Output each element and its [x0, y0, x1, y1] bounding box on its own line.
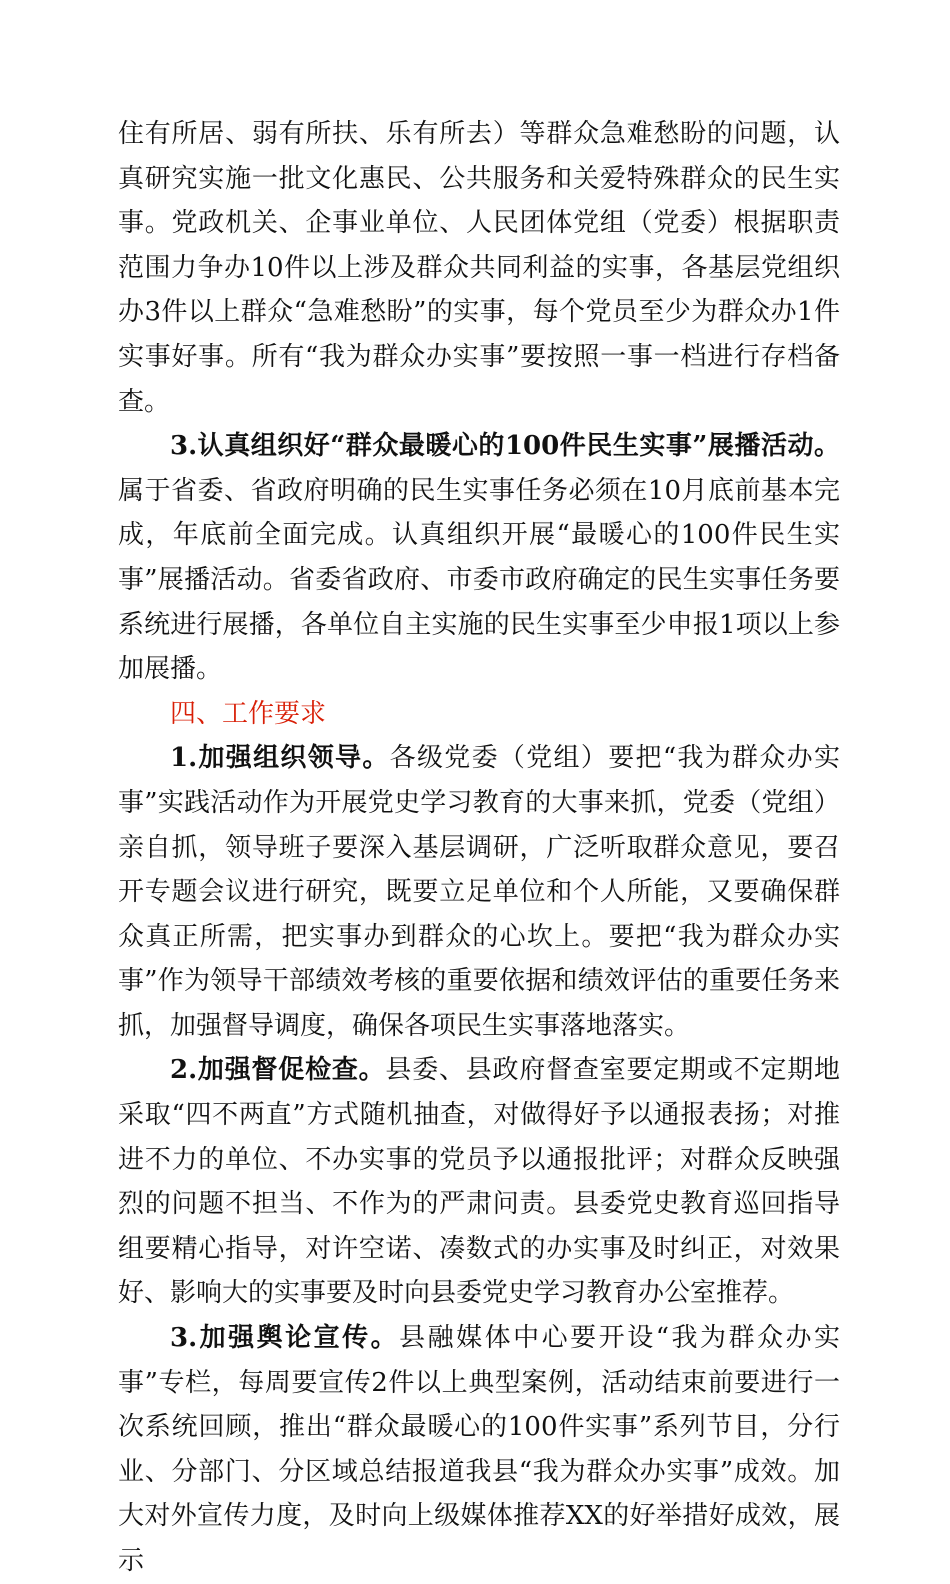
- item-heading-publicity: 3.加强舆论宣传。: [170, 1323, 400, 1354]
- section-title-work-requirements: 四、工作要求: [170, 698, 327, 729]
- item-heading-inspection: 2.加强督促检查。: [170, 1055, 386, 1086]
- document-body: [118, 112, 840, 1584]
- paragraph-item-1-leadership: [118, 736, 840, 1048]
- item-body-inspection: 县委、县政府督查室要定期或不定期地采取“四不两直”方式随机抽查，对做得好予以通报表扬；对推进不力的单位、不办实事的党员予以通报批评；对群众反映强烈的问题不担当、不作为的严肃问责。县委党史教育巡回指导组要精心指导，对许空诺、凑数式的办实事及时纠正，对效果好、影响大的实事要及时向县委党史学习教育办公室推荐。: [118, 1055, 840, 1309]
- item-heading-showcase: 3.认真组织好“群众最暖心的100件民生实事”展播活动。: [170, 431, 840, 462]
- item-body-leadership: 各级党委（党组）要把“我为群众办实事”实践活动作为开展党史学习教育的大事来抓，党委（党组）亲自抓，领导班子要深入基层调研，广泛听取群众意见，要召开专题会议进行研究，既要立足单位和个人所能，又要确保群众真正所需，把实事办到群众的心坎上。要把“我为群众办实事”作为领导干部绩效考核的重要依据和绩效评估的重要任务来抓，加强督导调度，确保各项民生实事落地落实。: [118, 743, 840, 1041]
- item-body-publicity: 县融媒体中心要开设“我为群众办实事”专栏，每周要宣传2件以上典型案例，活动结束前要进行一次系统回顾，推出“群众最暖心的100件实事”系列节目，分行业、分部门、分区域总结报道我县“我为群众办实事”成效。加大对外宣传力度，及时向上级媒体推荐XX的好举措好成效，展示: [118, 1323, 840, 1576]
- item-body-showcase: 属于省委、省政府明确的民生实事任务必须在10月底前基本完成，年底前全面完成。认真组织开展“最暖心的100件民生实事”展播活动。省委省政府、市委市政府确定的民生实事任务要系统进行展播，各单位自主实施的民生实事至少申报1项以上参加展播。: [118, 475, 840, 685]
- paragraph-continuation: 住有所居、弱有所扶、乐有所去）等群众急难愁盼的问题，认真研究实施一批文化惠民、公共服务和关爱特殊群众的民生实事。党政机关、企事业单位、人民团体党组（党委）根据职责范围力争办10件以上涉及群众共同利益的实事，各基层党组织办3件以上群众“急难愁盼”的实事，每个党员至少为群众办1件实事好事。所有“我为群众办实事”要按照一事一档进行存档备查。: [118, 119, 840, 417]
- paragraph-item-3-publicity: [118, 1316, 840, 1584]
- paragraph-item-3-showcase: [118, 424, 840, 692]
- paragraph-item-2-inspection: [118, 1048, 840, 1316]
- item-heading-leadership: 1.加强组织领导。: [170, 743, 390, 774]
